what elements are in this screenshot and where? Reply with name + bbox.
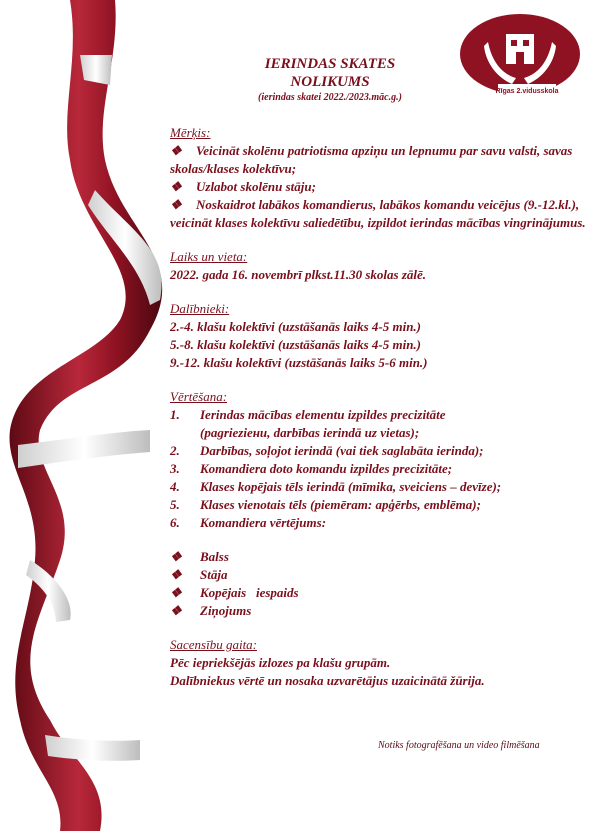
participant-item: 5.-8. klašu kolektīvi (uzstāšanās laiks 4-5 min.) bbox=[170, 337, 421, 352]
commander-criterion: ❖ Ziņojums bbox=[170, 603, 252, 618]
evaluation-item-continuation: (pagrieziени, darbības ierindā uz vietas); bbox=[200, 425, 420, 440]
diamond-bullet-icon: ❖ bbox=[170, 549, 182, 564]
diamond-bullet-icon: ❖ bbox=[170, 603, 182, 618]
evaluation-heading: Vērtēšana: bbox=[170, 389, 228, 404]
diamond-bullet-icon: ❖ bbox=[170, 179, 182, 194]
evaluation-item: 5. Klases vienotais tēls (piemēram: apģērbs, emblēma); bbox=[170, 497, 481, 512]
evaluation-item: 1. Ierindas mācības elementu izpildes precizitāte bbox=[170, 407, 446, 422]
school-year-note: (ierindas skatei 2022./2023.māc.g.) bbox=[258, 92, 402, 103]
commander-criterion: ❖ Stāja bbox=[170, 567, 228, 582]
participant-item: 9.-12. klašu kolektīvi (uzstāšanās laiks 5-6 min.) bbox=[170, 355, 428, 370]
procedure-line: Dalībniekus vērtē un nosaka uzvarētājus uzaicinātā žūrija. bbox=[170, 673, 485, 688]
evaluation-item: 3. Komandiera doto komandu izpildes precizitāte; bbox=[170, 461, 453, 476]
procedure-heading: Sacensību gaita: bbox=[170, 637, 258, 652]
commander-criterion: ❖ Kopējais iespaids bbox=[170, 585, 299, 600]
goal-item: ❖ Veicināt skolēnu patriotisma apziņu un lepnumu par savu valsti, savas skolas/klases kolektīvu; bbox=[170, 143, 573, 176]
procedure-line: Pēc iepriekšējās izlozes pa klašu grupām. bbox=[170, 655, 391, 670]
participant-item: 2.-4. klašu kolektīvi (uzstāšanās laiks 4-5 min.) bbox=[170, 319, 421, 334]
footer-note: Notiks fotografēšana un video filmēšana bbox=[378, 740, 540, 751]
participants-heading: Dalībnieki: bbox=[170, 301, 230, 316]
commander-criterion: ❖ Balss bbox=[170, 549, 229, 564]
evaluation-item: 4. Klases kopējais tēls ierindā (mīmika, sveiciens – devīze); bbox=[170, 479, 502, 494]
goal-item: ❖ Noskaidrot labākos komandierus, labākos komandu veicējus (9.-12.kl.), veicināt klases kolektīvu saliedētību, izpildot ierindas mācības vingrinājumus. bbox=[170, 197, 586, 230]
diamond-bullet-icon: ❖ bbox=[170, 197, 182, 212]
diamond-bullet-icon: ❖ bbox=[170, 567, 182, 582]
time-place-text: 2022. gada 16. novembrī plkst.11.30 skolas zālē. bbox=[170, 267, 427, 282]
logo-caption: Rīgas 2.vidusskola bbox=[495, 88, 559, 95]
diamond-bullet-icon: ❖ bbox=[170, 585, 182, 600]
evaluation-item: 6. Komandiera vērtējums: bbox=[170, 515, 327, 530]
diamond-bullet-icon: ❖ bbox=[170, 143, 182, 158]
evaluation-item: 2. Darbības, soļojot ierindā (vai tiek saglabāta ierinda); bbox=[170, 443, 484, 458]
time-place-heading: Laiks un vieta: bbox=[170, 249, 248, 264]
goals-heading: Mērķis: bbox=[170, 125, 211, 140]
page-title: IERINDAS SKATES bbox=[264, 56, 396, 72]
school-logo bbox=[458, 12, 582, 98]
page-subtitle: NOLIKUMS bbox=[290, 74, 370, 90]
document-body bbox=[170, 124, 590, 690]
goal-item: ❖ Uzlabot skolēnu stāju; bbox=[170, 179, 316, 194]
